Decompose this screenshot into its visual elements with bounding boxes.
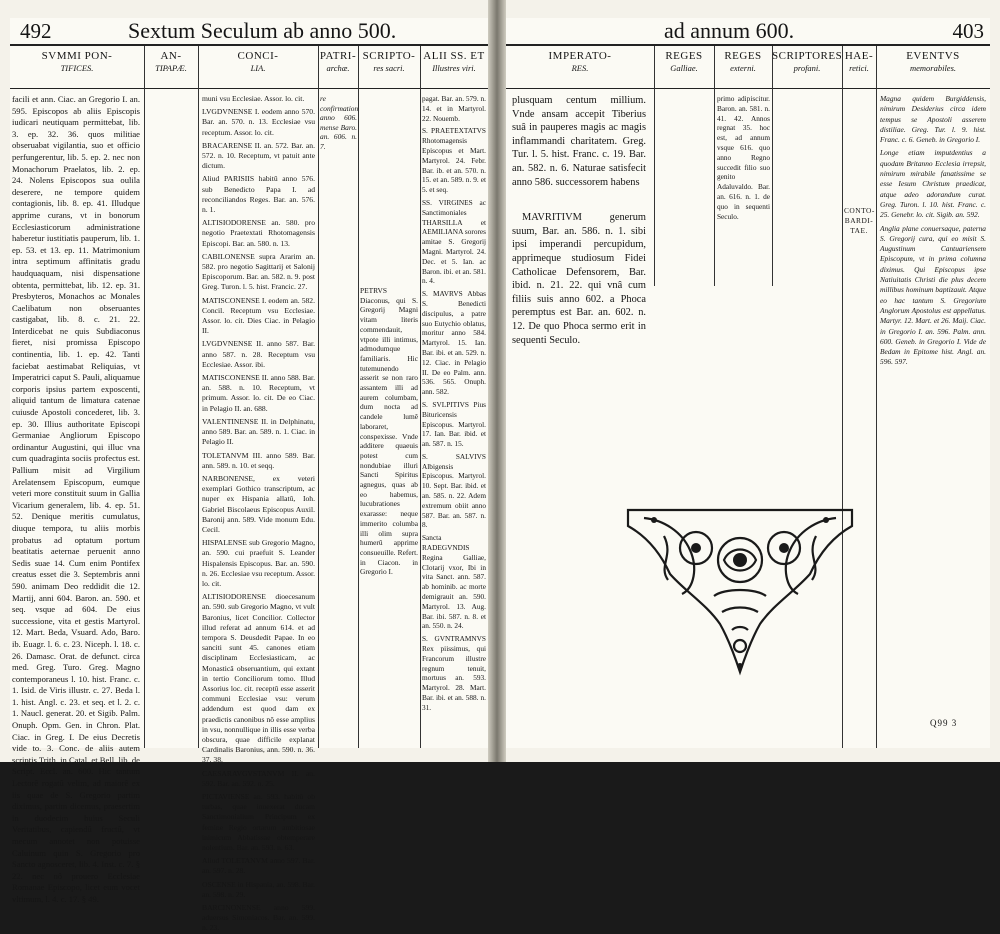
concilia-entry: BRACARENSE II. an. 572. Bar. an. 572. n. 10. Receptum, vt patuit ante dictum. <box>202 140 315 171</box>
alii-entry: S. GVNTRAMNVS Rex piissimus, qui Francorum illustre regnum tenuit, mortuus an. 593. Martyrol. 28. Mart. Bar. ibi. et an. 588. n. 31. <box>422 634 486 712</box>
concilia-entry: Aliud PARISIIS habitû anno 576. sub Benedicto Papa I. ad reconciliandos Reges. Bar. an. 576. n. 1. <box>202 174 315 215</box>
ornamental-tailpiece-icon <box>624 496 856 676</box>
header-antipapae <box>144 46 198 88</box>
header-reges-ext-title: REGES <box>724 50 762 62</box>
header-patriarchae-title: PATRI- <box>319 50 357 62</box>
haeretici-column <box>844 206 874 246</box>
eventus-entry: Anglia plane conuersaque, paterna S. Gregorij cura, qui eo misit S. Augustinum Cantuariensem Episcopum, vt in prima columna diximus. Qui Episcopus ipse Natiuitatis Christi die plus decem millibus hominum baptizauit. Atque eo hac tantum S. Gregorium Anglorum Apostolus est appellatus. Martyr. 12. Mart. et 26. Maij. Ciac. in Gregorio I. an. 596. Palm. ann. 600. Geneb. in Gregorio I. Vide de Bedam in Epitome hist. Angl. an. 596. 597. <box>880 223 986 367</box>
summi-paragraph: facili et ann. Ciac. an Gregorio I. an. 595. Episcopos ab aliis Episcopis iudicari neutiquam permittebat, lib. 3. ep. 32. 36. quos militiae obseruabat vigilantia, suo et officio perfungerentur, lib. 5. ep. 2. nec non Monachorum Praelatos, lib. 2. ep. 24. Nolens Episcopos sua oulila deserere, ne tempore quidem contagionis, lib. 8. ep. 41. Illudque apprime curans, vt in bonorum Ecclesiasticorum administratione haberetur iustitiatis pauperum, lib. 1. ep. 53. et 13. ep. 11. Matrimonium intra septimum affinitatis gradu haudquaquam, nisi dispensatione obtenta, permittebat, lib. 12. ep. 31. Presbyteros, Monachos ac Monales Caelibatum non obseruantes castigabat, lib. 8. c. 21. 22. Interdicebat ne quis Subdiaconus fieret, nisi promissa Episcopo continentia, lib. 1. ep. 42. Tanti faciebat aestimabat Reliquias, vt Imperatrici caput S. Pauli, aliquamue corporis ipsius partem exposcenti, aliquid tantum de limatura catenae cuiusde Apostoli concederet, lib. 3. ep. 30. Illius authoritate Episcopi Germaniae Angliorum Episcopo ordinantur Augustini, qui illuc vna cum quadraginta sociis profectus est. Pallium misit ad Virgilium Arelatensem Episcopum, eumque veteri more constituit suum in Gallia Vicarium generalem, lib. 4. ep. 51. 52. Denique meritis cumulatus, diuque tempora, tu aliis morbis probatus ad optatum portum beatitatis aeternae peruenit anno Sedis suae 14. Cum enim Pontifex creatus esset die 3. Septembris anni 590. animam Deo reddidit die 12. Martij, anni 604. Baron. an. 590. et seq. vsque ad 604. De eius successione, vita et gestis Martyrol. 12. Mart. Beda, Vsuard. Ado, Baro. ib. Euagr. l. 6. c. 23. Niceph. l. 18. c. 26. Damasc. Orat. de defunct. circa med. Greg. Turo. Greg. Magno contemporaneus l. 10. hist. Franc. c. 1. Isid. de Viris illustr. c. 27. Beda l. 1. hist. Angl. c. 23. et seq. et l. 2. c. 1. Naucl. generat. 20. et Sigib. Palm. Onuph. Opm. Gen. in Chron. Plat. Ciac. in Greg. I. De eius Decretis vide to. 3. Conc. de aliis autem scriptis Trith. in Catal. et Bell. lib. de Script. Eccl. an. 600. Hic tantum Lectorê rogatû velim, ad maiorê ex iis quae de S. Gregorio partim diximus, partim dicemus, praesertim in duodecim huius Seculi Veritatibus, capiendû fructû, vt mecum annotet non potuisse Caluinum quin S. Gregorio pro Sancto agnosceret, lib. 4. Inst. c. 7. § 22. nec nô prouero Ecclesiae Romanae Episcopo, licet eum vocet vltimum, l. 4. c. 17. § 49. <box>12 94 140 904</box>
concilia-entry: OSCENSE in Hispania, an. 598. Bar. an. 598. n. 29. <box>202 879 315 899</box>
header-reges-ext-sub: externi. <box>730 63 756 73</box>
concilia-entry: VALENTINENSE II. in Delphinatu, anno 589. Bar. an. 589. n. 1. Ciac. in Pelagio II. <box>202 416 315 447</box>
right-running-title: ad annum 600. <box>664 18 795 43</box>
column-rule <box>318 46 319 748</box>
header-concilia <box>198 46 318 88</box>
column-rule <box>654 46 655 286</box>
left-running-head <box>10 18 488 46</box>
column-rule <box>358 46 359 748</box>
column-rule <box>144 46 145 748</box>
right-page-number: 403 <box>952 19 984 43</box>
alii-entry: S. MAVRVS Abbas S. Benedicti discipulus, a patre suo Eutychio oblatus, moritur anno 584. Martyrol. 15. Ian. Bar. ibi. et an. 529. n. 12. Ciac. in Pelagio II. De eo Palm. ann. 536. 565. Onuph. ann. 582. <box>422 289 486 397</box>
alii-column <box>422 94 486 744</box>
left-column-headers <box>10 46 488 89</box>
eventus-entry: Longe etiam imputdentius a quodam Britanno Ecclesia irrepsit, nimirum mirabile fanatissime se esse Iesum Christum praedicat, atque adeo adorandum curat. Greg. Turon. l. 10. hist. Franc. c. 25. Genebr. lo. cit. Sigib. an. 592. <box>880 148 986 220</box>
right-running-head <box>506 18 990 46</box>
concilia-entry: ALTISIODORENSE an. 580. pro negotio Praetextati Rhotomagensis Episcopi. Bar. an. 580. n. 13. <box>202 218 315 248</box>
book-gutter <box>488 0 506 762</box>
concilia-entry: BARCINONENSE anno 599. aduersus Simoniacos. Bar. an. 599. n. 23. <box>202 903 315 933</box>
header-eventus <box>876 46 990 88</box>
header-eventus-sub: memorabiles. <box>909 63 957 73</box>
alii-entry: S. PRAETEXTATVS Rhotomagensis Episcopus et Mart. Martyrol. 24. Febr. Bar. ib. et an. 570. n. 15. et an. 589. n. 9. et 5. et seq. <box>422 126 486 195</box>
alii-entry: pagat. Bar. an. 579. n. 14. et in Martyrol. 22. Nouemb. <box>422 94 486 123</box>
alii-entry: Sancta RADEGVNDIS Regina Galliae, Clotarij vxor, Ibi in vita Sanct. ann. 587. ab hominib. ac morte demigrauit an. 590. Martyrol. 13. Aug. Bar. ibi. 587. n. 8. et an. 550. n. 24. <box>422 533 486 631</box>
concilia-entry: NARBONENSE, ex veteri exemplari Gothico transcriptum, ac nuper ex Hispania allatû, Ioh. Gabriel Biscolaeus Episcopus Auxil. Baronij ann. 589. Vide monum Edu. Cecil. <box>202 473 315 534</box>
reges-externi-entry: primo adipiscitur. Baron. an. 581. n. 41. 42. Annos regnat 35. hoc est, ad annum vsque 616. quo anno Regno succedit filio suo genito Adaluvaldo. Bar. an. 616. n. 1. de quo in sequenti Seculo. <box>717 94 770 221</box>
header-imperatores <box>506 46 654 88</box>
left-running-title: Sextum Seculum ab anno 500. <box>128 18 397 43</box>
left-page <box>10 18 488 933</box>
concilia-entry: Aliud TOLETANVM anno 597. Bar. an. 597. n. 28. <box>202 856 315 876</box>
alii-entry: SS. VIRGINES ac Sanctimoniales THARSILLA et AEMILIANA sorores amitae S. Gregorij Magni. Martyrol. 24. Dec. et 5. Ian. ac Baron. ibi. et an. 581. n. 4. <box>422 197 486 286</box>
header-eventus-title: EVENTVS <box>906 50 960 62</box>
column-rule <box>420 46 421 748</box>
column-rule <box>714 46 715 286</box>
header-summi-title: SVMMI PON- <box>41 50 113 62</box>
concilia-entry: PICTAVIENSE an. 593. habitû ob turbas, quae inuexerat ducam Sanctimonialium Principum ex femine Regio ortarum ambitiosae inimicum Abbatissae obtemperare nolentium. Bar. an. 593. n. 63. <box>202 792 315 853</box>
header-alii-title: ALII SS. ET <box>423 50 485 62</box>
concilia-column <box>202 94 315 933</box>
header-patriarchae-sub: archæ. <box>326 63 350 73</box>
header-haeretici <box>842 46 876 88</box>
alii-entry: S. SVLPITIVS Pius Bituricensis Episcopus. Martyrol. 17. Ian. Bar. ibid. et an. 587. n. 15. <box>422 399 486 449</box>
header-scriptores-sub: res sacri. <box>373 63 405 73</box>
header-summi-pontifices <box>10 46 144 88</box>
header-concilia-title: CONCI- <box>237 50 279 62</box>
header-alii <box>420 46 488 88</box>
concilia-entry: MATISCONENSE II. anno 588. Bar. an. 588. n. 10. Receptum, vt primum. Assor. lo. cit. De eo Ciac. in Pelagio II. an. 688. <box>202 373 315 413</box>
alii-entry: S. SALVIVS Albigensis Episcopus. Martyrol. 10. Sept. Bar. ibid. et an. 585. n. 22. Adem extremum obiit anno 587. Bar. an. 587. n. 8. <box>422 451 486 530</box>
concilia-entry: CAESARAVGVSTANVM II. an. 592. Bar. an. 592. n. 25. <box>202 768 315 788</box>
right-column-headers <box>506 46 990 89</box>
column-rule <box>876 46 877 748</box>
concilia-entry: LVGDVNENSE I. eodem anno 570. Bar. an. 570. n. 13. Ecclesiae vsu receptum. Assor. lo. cit. <box>202 107 315 137</box>
concilia-entry: muni vsu Ecclesiae. Assor. lo. cit. <box>202 94 305 103</box>
header-haeretici-title: HAE- <box>844 50 874 62</box>
header-haeretici-sub: retici. <box>849 63 869 73</box>
header-reges-externi <box>714 46 772 88</box>
scriptores-entry: PETRVS Diaconus, qui S. Gregorij Magni vitam literis commendauit, vtpote illi intimus, admodumque familiaris. Hic tutemunendo asserit se non raro assantem illi ad aurem columbam, dum nocta ad candele lumê laboraret, conspexisse. Vnde additere quaeuis potest cum nondubiae illuri Sancti Spiritus agnegus, quas ab eo habemus, lucubrationes exarasse: neque immerito columba illi olim supra humerû apprime consueuille. Refert. in Ciacon. in Gregorio I. <box>360 286 418 577</box>
patriarchae-column <box>320 94 357 214</box>
header-anti-title: AN- <box>160 50 182 62</box>
imperatores-entry: MAVRITIVM generum suum, Bar. an. 586. n. 1. sibi ipsi imperandi percupidum, apprimeque studiosum Fidei Catholicae Defensorem, Bar. ibid. n. 21. 22. qui vnâ cum filiis suis anno 602. a Phoca peremptus est Bar. an. 602. n. 12. De quo Phoca sermo erit in sequenti Seculo. <box>512 212 646 346</box>
eventus-column <box>880 94 986 744</box>
header-reges-galliae <box>654 46 714 88</box>
header-alii-sub: Illustres viri. <box>432 63 476 73</box>
imperatores-column <box>512 94 646 424</box>
concilia-entry: MATISCONENSE I. eodem an. 582. Concil. Receptum vsu Ecclesiae. Assor. lo. cit. Dies Ciac. in Pelagio II. <box>202 295 315 336</box>
header-scriptores-title: SCRIPTO- <box>362 50 416 62</box>
header-summi-sub: TIFICES. <box>60 63 94 73</box>
scriptores-sacri-column <box>360 286 418 577</box>
concilia-entry: HISPALENSE sub Gregorio Magno, an. 590. cui praefuit S. Leander Hispalensis Episcopus. Bar. an. 590. n. 26. Ecclesiae vsu receptum. Assor. lo. cit. <box>202 538 315 588</box>
concilia-entry: ALTISIODORENSE dioecesanum an. 590. sub Gregorio Magno, vt vult Baronius, licet Concilior. Collector illud referat ad annum 614. et ad tempora S. Deusdedit Papae. In eo sanciti sunt 45. canones etiam disciplinam Ecclesiasticam, ac Monasticâ obseruantium, qui extant in tertio Conciliorum tomo. Illud Assorius loc. cit. receptû esse asserit communi Ecclesiae vsu: verum addendum est quod dam ex praedictis canonibus nô esse amplius in vsu, nonnullique in illis esse verba obscura, quae difficile explanat Cardinalis Baronius, ann. 590. n. 36. 37. 38. <box>202 592 315 765</box>
column-rule <box>198 46 199 748</box>
patriarchae-entry: re confirmation anno 606. mense Baro. an. 606. n. 7. <box>320 94 359 151</box>
catchword: Q99 3 <box>930 718 958 728</box>
header-imperatores-sub: RES. <box>571 63 589 73</box>
column-rule <box>772 46 773 286</box>
header-concilia-sub: LIA. <box>250 63 266 73</box>
header-scriptores-prof-sub: profani. <box>793 63 821 73</box>
imperatores-entry: plusquam centum millium. Vnde ansam accepit Tiberius suâ in pauperes magis ac magis inflammandi charitatem. Greg. Tur. l. 5. hist. Franc. c. 19. Bar. an. 582. n. 6. Naturae satisfecit anno 586. successorem habens <box>512 95 646 188</box>
concilia-entry: LVGDVNENSE II. anno 587. Bar. anno 587. n. 28. Receptum vsu Ecclesiae. Assor. ibi. <box>202 339 315 369</box>
header-patriarchae <box>318 46 358 88</box>
reges-externi-column <box>717 94 770 294</box>
right-page <box>506 18 990 748</box>
header-anti-sub: TIPAPÆ. <box>155 63 187 73</box>
eventus-entry: Magna quidem Burgiddensis, nimirum Desiderius circa idem tempus se Apostoli asserem distiliae. Greg. Tur. l. 9. hist. Franc. c. 6. Geneb. in Gregorio I. <box>880 94 986 145</box>
haeretici-entry: CONTO-BARDI-TAE. <box>844 206 875 235</box>
left-page-number: 492 <box>20 19 52 43</box>
header-imperatores-title: IMPERATO- <box>548 50 612 62</box>
header-scriptores-profani <box>772 46 842 88</box>
concilia-entry: CABILONENSE supra Ararim an. 582. pro negotio Sagittarij et Salonij Episcoporum. Bar. an. 582. n. 9. post Greg. Turon. l. 5. hist. Francic. 27. <box>202 251 315 292</box>
header-reges-gall-sub: Galliae. <box>670 63 698 73</box>
header-scriptores-sacri <box>358 46 420 88</box>
header-scriptores-prof-title: SCRIPTORES <box>772 50 843 62</box>
summi-pontifices-column <box>12 94 140 904</box>
concilia-entry: TOLETANVM III. anno 589. Bar. ann. 589. n. 10. et seqq. <box>202 450 315 470</box>
header-reges-gall-title: REGES <box>665 50 703 62</box>
